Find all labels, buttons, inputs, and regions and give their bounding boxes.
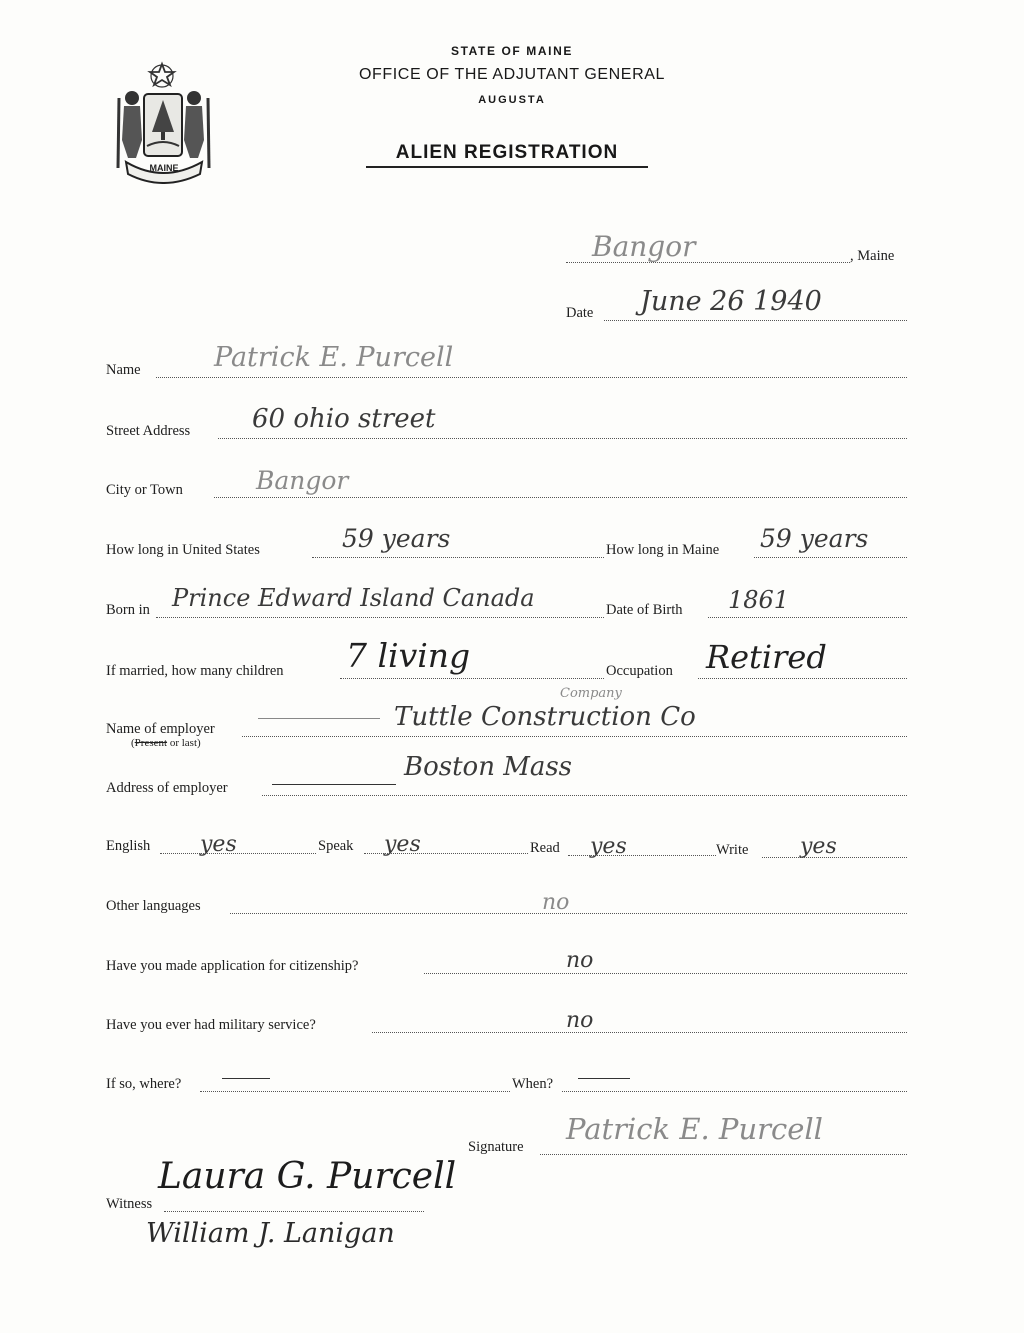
name-line	[156, 377, 907, 378]
header-office: OFFICE OF THE ADJUTANT GENERAL	[358, 66, 666, 83]
street-value: 60 ohio street	[252, 404, 436, 434]
form-title: ALIEN REGISTRATION	[366, 142, 648, 168]
header-city: AUGUSTA	[478, 94, 546, 106]
dob-label: Date of Birth	[606, 602, 683, 618]
name-value: Patrick E. Purcell	[214, 342, 454, 373]
english-line	[160, 853, 316, 854]
read-value: yes	[590, 834, 627, 859]
employer-sublabel-rest: or last)	[167, 737, 201, 749]
born-in-label: Born in	[106, 602, 150, 618]
other-languages-label: Other languages	[106, 898, 201, 914]
when-label: When?	[512, 1076, 554, 1092]
witness-signature-first: Laura G. Purcell	[158, 1156, 457, 1197]
citizenship-value: no	[566, 948, 594, 973]
born-in-line	[156, 617, 604, 618]
employer-address-label: Address of employer	[106, 780, 228, 796]
signature-line	[540, 1154, 907, 1155]
children-value: 7 living	[346, 636, 471, 675]
witness-label: Witness	[106, 1196, 153, 1212]
english-value: yes	[200, 832, 237, 857]
where-dash	[222, 1078, 270, 1079]
children-label: If married, how many children	[106, 663, 284, 679]
read-label: Read	[530, 840, 560, 856]
employer-address-value: Boston Mass	[404, 752, 573, 782]
name-label: Name	[106, 362, 141, 378]
witness-signature-second: William J. Lanigan	[146, 1218, 395, 1249]
years-us-label: How long in United States	[106, 542, 260, 558]
years-maine-line	[754, 557, 907, 558]
city-value: Bangor	[256, 466, 349, 495]
street-label: Street Address	[106, 423, 191, 439]
write-label: Write	[716, 842, 749, 858]
years-maine-label: How long in Maine	[606, 542, 720, 558]
employer-line	[242, 736, 907, 737]
children-line	[340, 678, 604, 679]
write-value: yes	[800, 834, 837, 859]
when-line	[562, 1091, 907, 1092]
years-us-line	[312, 557, 604, 558]
speak-value: yes	[384, 832, 421, 857]
speak-label: Speak	[318, 838, 354, 854]
employer-address-line	[262, 795, 907, 796]
occupation-line	[698, 678, 907, 679]
where-label: If so, where?	[106, 1076, 182, 1092]
date-line	[604, 320, 907, 321]
employer-sublabel-struck: Present	[134, 737, 168, 749]
occupation-label: Occupation	[606, 663, 673, 679]
employer-sublabel	[131, 737, 201, 749]
military-line	[372, 1032, 907, 1033]
citizenship-label: Have you made application for citizenship?	[106, 958, 359, 974]
employer-sublabel-open: (	[131, 737, 135, 749]
years-us-value: 59 years	[342, 524, 451, 553]
years-maine-value: 59 years	[760, 524, 869, 553]
city-label: City or Town	[106, 482, 183, 498]
when-dash	[578, 1078, 630, 1079]
born-in-value: Prince Edward Island Canada	[172, 584, 535, 612]
other-languages-value: no	[542, 890, 570, 915]
employer-strike-mark	[258, 718, 380, 719]
date-label: Date	[566, 305, 594, 321]
dob-value: 1861	[728, 586, 790, 614]
city-line	[214, 497, 907, 498]
military-value: no	[566, 1008, 594, 1033]
place-suffix: , Maine	[850, 248, 895, 264]
witness-line	[164, 1211, 424, 1212]
street-line	[218, 438, 907, 439]
citizenship-line	[424, 973, 907, 974]
english-label: English	[106, 838, 151, 854]
employer-address-dash	[272, 784, 396, 785]
place-value: Bangor	[592, 230, 696, 263]
signature-label: Signature	[468, 1139, 524, 1155]
employer-correction: Company	[560, 686, 622, 701]
military-label: Have you ever had military service?	[106, 1017, 316, 1033]
where-line	[200, 1091, 510, 1092]
signature-value: Patrick E. Purcell	[566, 1112, 823, 1146]
dob-line	[708, 617, 907, 618]
date-value: June 26 1940	[640, 286, 822, 317]
occupation-value: Retired	[706, 638, 827, 676]
seal-banner-text: MAINE	[149, 163, 179, 173]
employer-label: Name of employer	[106, 721, 215, 737]
header-state: STATE OF MAINE	[451, 44, 573, 58]
employer-value: Tuttle Construction Co	[394, 702, 696, 732]
